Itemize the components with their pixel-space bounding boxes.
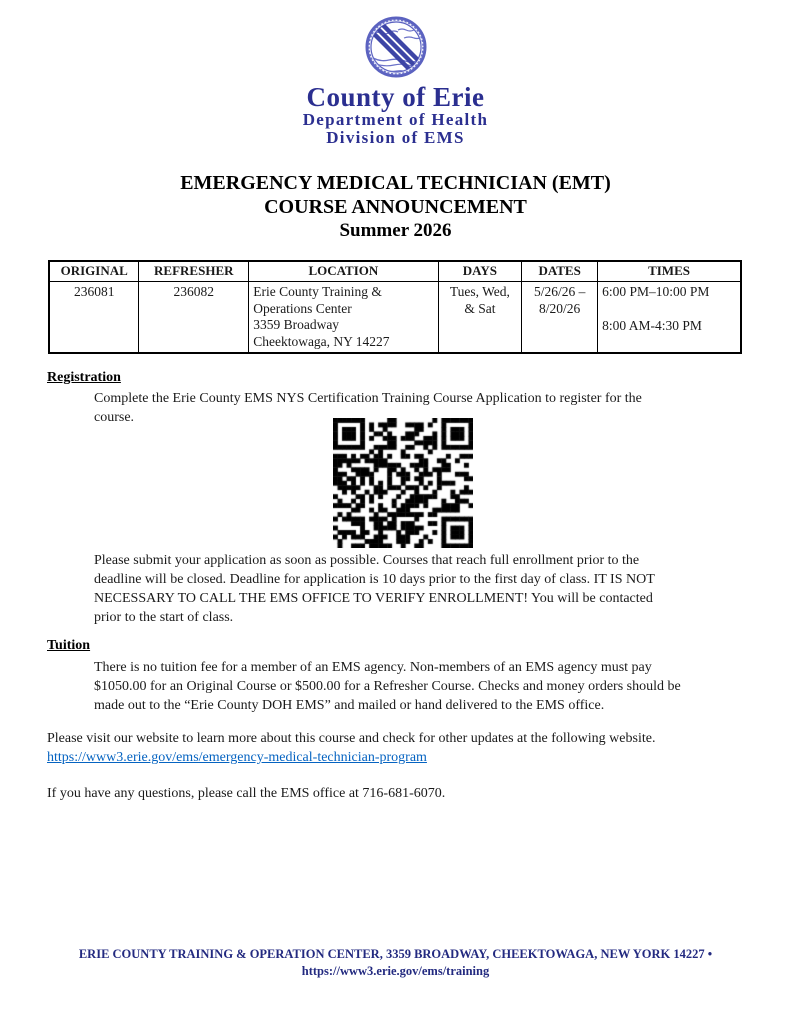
qr-code	[333, 418, 473, 548]
dates-line: 8/20/26	[539, 300, 581, 316]
col-header-refresher: REFRESHER	[139, 261, 249, 282]
cell-days	[438, 282, 522, 354]
cell-dates	[522, 282, 598, 354]
location-line: Erie County Training &	[253, 284, 382, 299]
cell-times	[598, 282, 741, 354]
cell-original-number: 236081	[49, 282, 139, 354]
tuition-heading: Tuition	[47, 638, 91, 653]
tuition-section	[47, 637, 681, 715]
tuition-body: There is no tuition fee for a member of an EMS agency. Non-members of an EMS agency must pay $1050.00 for an Original Course or $500.00 for a Refresher Course. Checks and money orders should be made out to the “Erie County DOH EMS” and mailed or hand delivered to the EMS office.	[94, 660, 681, 713]
dept-name: Department of Health	[302, 110, 489, 129]
times-line: 8:00 AM-4:30 PM	[602, 317, 702, 333]
location-line: 3359 Broadway	[253, 317, 340, 332]
title-term: Summer 2026	[339, 220, 452, 241]
footer-link[interactable]: https://www3.erie.gov/ems/training	[301, 964, 490, 978]
col-header-original: ORIGINAL	[49, 261, 139, 282]
website-intro: Please visit our website to learn more about this course and check for other updates at the following website.	[47, 731, 656, 746]
division-name: Division of EMS	[326, 128, 465, 147]
registration-note: Please submit your application as soon as possible. Courses that reach full enrollment prior to the deadline will be closed. Deadline for application is 10 days prior to the first day of class. IT IS NOT NECESSARY TO CALL THE EMS OFFICE TO VERIFY ENROLLMENT! You will be contacted prior to the start of class.	[94, 553, 655, 625]
org-name: County of Erie	[306, 82, 485, 112]
location-line: Cheektowaga, NY 14227	[253, 333, 390, 349]
questions-line: If you have any questions, please call the EMS office at 716-681-6070.	[47, 786, 446, 801]
col-header-days: DAYS	[438, 261, 522, 282]
location-line: Operations Center	[253, 300, 352, 316]
footer-address: ERIE COUNTY TRAINING & OPERATION CENTER, 3359 BROADWAY, CHEEKTOWAGA, NEW YORK 14227 •	[78, 947, 713, 961]
course-table	[48, 260, 742, 354]
cell-refresher-number: 236082	[139, 282, 249, 354]
col-header-dates: DATES	[522, 261, 598, 282]
registration-heading: Registration	[47, 370, 121, 385]
cell-location	[249, 282, 438, 354]
website-section	[47, 729, 655, 767]
page-footer	[0, 946, 791, 980]
times-line: 6:00 PM–10:00 PM	[602, 284, 710, 299]
course-table-header-row	[49, 261, 741, 282]
dates-line: 5/26/26 –	[533, 284, 586, 299]
days-line: & Sat	[464, 300, 496, 316]
days-line: Tues, Wed,	[449, 284, 510, 299]
erie-county-seal-icon	[364, 14, 428, 80]
col-header-location: LOCATION	[249, 261, 438, 282]
document-title	[0, 171, 791, 243]
col-header-times: TIMES	[598, 261, 741, 282]
title-line-2: COURSE ANNOUNCEMENT	[264, 196, 527, 218]
letterhead	[0, 14, 791, 147]
registration-intro: Complete the Erie County EMS NYS Certification Training Course Application to register for the course.	[94, 391, 642, 425]
course-row	[49, 282, 741, 354]
title-line-1: EMERGENCY MEDICAL TECHNICIAN (EMT)	[180, 172, 611, 194]
website-link[interactable]: https://www3.erie.gov/ems/emergency-medical-technician-program	[47, 750, 427, 765]
